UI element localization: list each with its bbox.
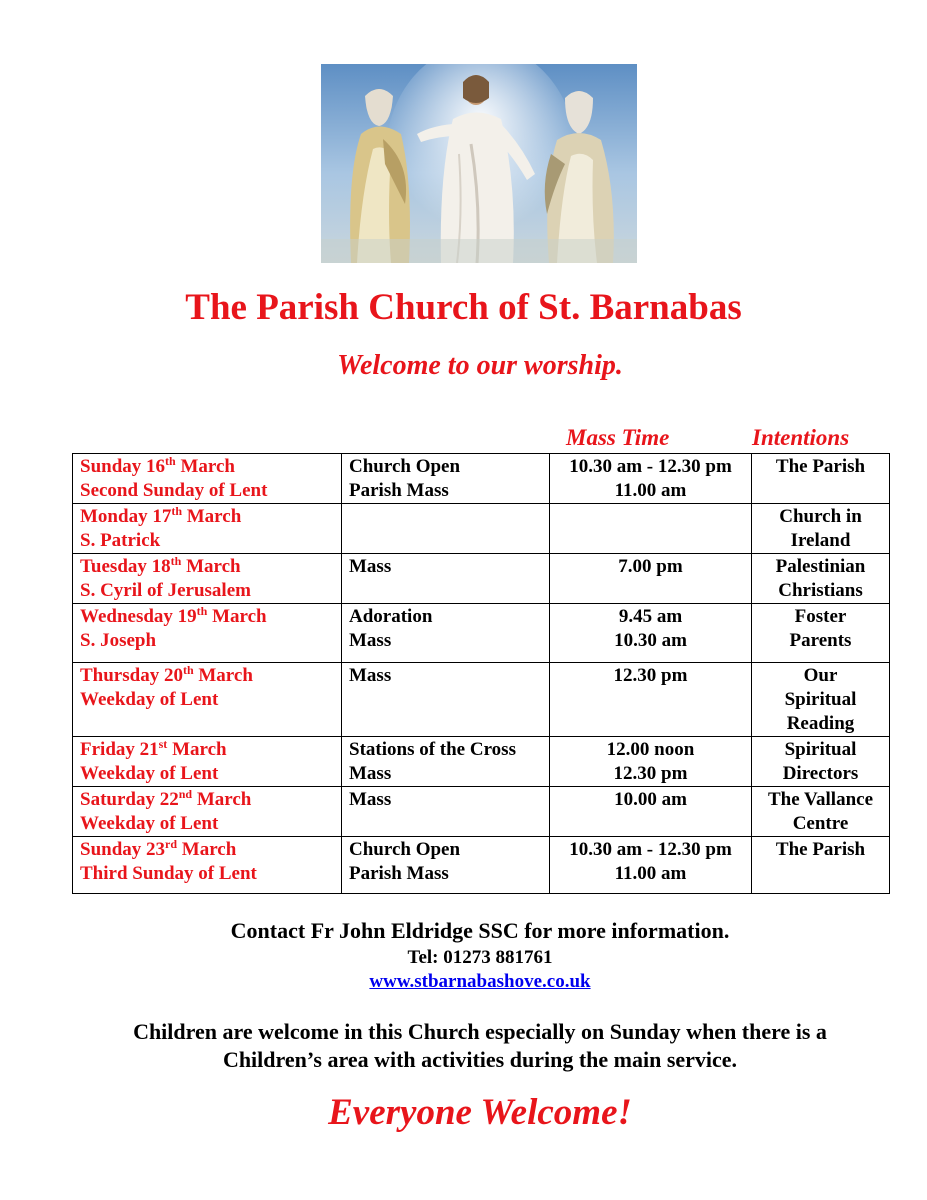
day-date <box>80 555 334 579</box>
day-ordinal: rd <box>165 837 178 851</box>
day-month: March <box>167 739 227 760</box>
day-name: Sunday 16 <box>80 456 166 477</box>
mass-time-cell <box>550 604 752 663</box>
day-observance: S. Patrick <box>80 530 161 551</box>
mass-time-cell <box>550 663 752 737</box>
schedule-row <box>73 504 890 554</box>
activity-item: Mass <box>349 630 392 651</box>
mass-time-value: 11.00 am <box>614 863 687 884</box>
intention-text: Our <box>803 665 838 686</box>
intention-text: Palestinian <box>775 556 866 577</box>
mass-time-value: 12.30 pm <box>613 763 688 784</box>
mass-time-cell <box>550 737 752 787</box>
day-ordinal: th <box>165 454 176 468</box>
day-cell <box>73 737 342 787</box>
activity-cell <box>342 504 550 554</box>
day-ordinal: th <box>171 504 182 518</box>
intention-cell <box>752 787 890 837</box>
day-name: Thursday 20 <box>80 665 183 686</box>
intentions-heading: Intentions <box>752 425 850 450</box>
day-name: Tuesday 18 <box>80 556 171 577</box>
day-date <box>80 455 334 479</box>
mass-time-value: 7.00 pm <box>618 556 683 577</box>
day-month: March <box>207 606 267 627</box>
day-cell <box>73 787 342 837</box>
mass-time-value: 12.30 pm <box>613 665 688 686</box>
schedule-row <box>73 663 890 737</box>
intention-text: Foster <box>794 606 847 627</box>
mass-time-cell <box>550 554 752 604</box>
schedule-row <box>73 737 890 787</box>
activity-item: Parish Mass <box>349 480 449 501</box>
everyone-welcome: Everyone Welcome! <box>328 1092 632 1133</box>
day-ordinal: st <box>158 737 168 751</box>
day-date <box>80 738 334 762</box>
activity-cell <box>342 737 550 787</box>
children-notice-line-1: Children are welcome in this Church especially on Sunday when there is a <box>133 1019 827 1044</box>
activity-item: Mass <box>349 556 392 577</box>
schedule-table <box>72 453 890 894</box>
mass-time-value: 9.45 am <box>618 606 683 627</box>
day-observance: Weekday of Lent <box>80 813 219 834</box>
contact-telephone: Tel: 01273 881761 <box>407 947 553 968</box>
day-ordinal: th <box>170 554 182 568</box>
schedule-row <box>73 604 890 663</box>
intention-text: Centre <box>792 813 849 834</box>
intention-text: The Parish <box>775 456 866 477</box>
mass-time-value: 10.30 am - 12.30 pm <box>569 839 732 860</box>
day-name: Sunday 23 <box>80 839 166 860</box>
day-ordinal: th <box>196 604 208 618</box>
day-month: March <box>175 456 235 477</box>
activity-item: Church Open <box>349 456 461 477</box>
day-ordinal: nd <box>178 787 193 801</box>
intention-text: Church in <box>779 506 862 527</box>
intention-cell <box>752 604 890 663</box>
intention-text: Christians <box>778 580 863 601</box>
activity-cell <box>342 837 550 894</box>
day-ordinal: th <box>182 663 194 677</box>
website-link[interactable]: www.stbarnabashove.co.uk <box>369 971 591 992</box>
children-notice <box>0 1018 927 1074</box>
mass-time-heading: Mass Time <box>566 425 670 450</box>
intention-cell <box>752 837 890 894</box>
day-cell <box>73 663 342 737</box>
intention-cell <box>752 737 890 787</box>
activity-cell <box>342 663 550 737</box>
schedule-row <box>73 837 890 894</box>
welcome-subtitle: Welcome to our worship. <box>337 350 623 381</box>
intention-text: Spiritual <box>784 739 857 760</box>
day-date <box>80 505 334 529</box>
day-observance: Third Sunday of Lent <box>80 863 257 884</box>
activity-item: Mass <box>349 665 392 686</box>
intention-text: Spiritual <box>784 689 857 710</box>
mass-time-cell <box>550 837 752 894</box>
activity-cell <box>342 604 550 663</box>
mass-time-value: 11.00 am <box>614 480 687 501</box>
day-date <box>80 838 334 862</box>
activity-item: Adoration <box>349 606 433 627</box>
activity-item: Mass <box>349 763 392 784</box>
day-date <box>80 664 334 688</box>
intention-text: Reading <box>786 713 855 734</box>
day-month: March <box>177 839 237 860</box>
day-cell <box>73 504 342 554</box>
intention-text: Ireland <box>790 530 851 551</box>
day-observance: S. Joseph <box>80 630 157 651</box>
schedule-row <box>73 787 890 837</box>
mass-time-value: 12.00 noon <box>606 739 695 760</box>
activity-cell <box>342 554 550 604</box>
transfiguration-image <box>321 64 637 263</box>
contact-line: Contact Fr John Eldridge SSC for more information. <box>230 918 730 943</box>
day-observance: Weekday of Lent <box>80 689 219 710</box>
intention-cell <box>752 554 890 604</box>
activity-cell <box>342 454 550 504</box>
schedule-row <box>73 554 890 604</box>
day-name: Monday 17 <box>80 506 172 527</box>
mass-time-value: 10.30 am <box>614 630 687 651</box>
schedule-row <box>73 454 890 504</box>
day-cell <box>73 837 342 894</box>
day-observance: S. Cyril of Jerusalem <box>80 580 251 601</box>
day-cell <box>73 554 342 604</box>
activity-item: Parish Mass <box>349 863 449 884</box>
day-observance: Weekday of Lent <box>80 763 219 784</box>
day-date <box>80 788 334 812</box>
activity-item: Stations of the Cross <box>349 739 516 760</box>
activity-cell <box>342 787 550 837</box>
mass-time-value: 10.00 am <box>614 789 687 810</box>
mass-time-value: 10.30 am - 12.30 pm <box>569 456 732 477</box>
day-name: Saturday 22 <box>80 789 179 810</box>
mass-time-cell <box>550 504 752 554</box>
day-cell <box>73 454 342 504</box>
activity-item: Church Open <box>349 839 461 860</box>
children-notice-line-2: Children’s area with activities during the main service. <box>222 1047 738 1072</box>
day-date <box>80 605 334 629</box>
intention-text: Parents <box>789 630 852 651</box>
day-month: March <box>192 789 252 810</box>
day-month: March <box>182 506 242 527</box>
mass-time-cell <box>550 787 752 837</box>
day-month: March <box>193 665 253 686</box>
day-cell <box>73 604 342 663</box>
activity-item: Mass <box>349 789 392 810</box>
intention-text: Directors <box>782 763 859 784</box>
intention-text: The Parish <box>775 839 866 860</box>
contact-block <box>0 917 927 994</box>
day-observance: Second Sunday of Lent <box>80 480 268 501</box>
intention-text: The Vallance <box>767 789 874 810</box>
day-name: Friday 21 <box>80 739 159 760</box>
mass-time-cell <box>550 454 752 504</box>
page-title: The Parish Church of St. Barnabas <box>185 287 742 328</box>
day-month: March <box>181 556 241 577</box>
intention-cell <box>752 504 890 554</box>
intention-cell <box>752 454 890 504</box>
intention-cell <box>752 663 890 737</box>
day-name: Wednesday 19 <box>80 606 197 627</box>
